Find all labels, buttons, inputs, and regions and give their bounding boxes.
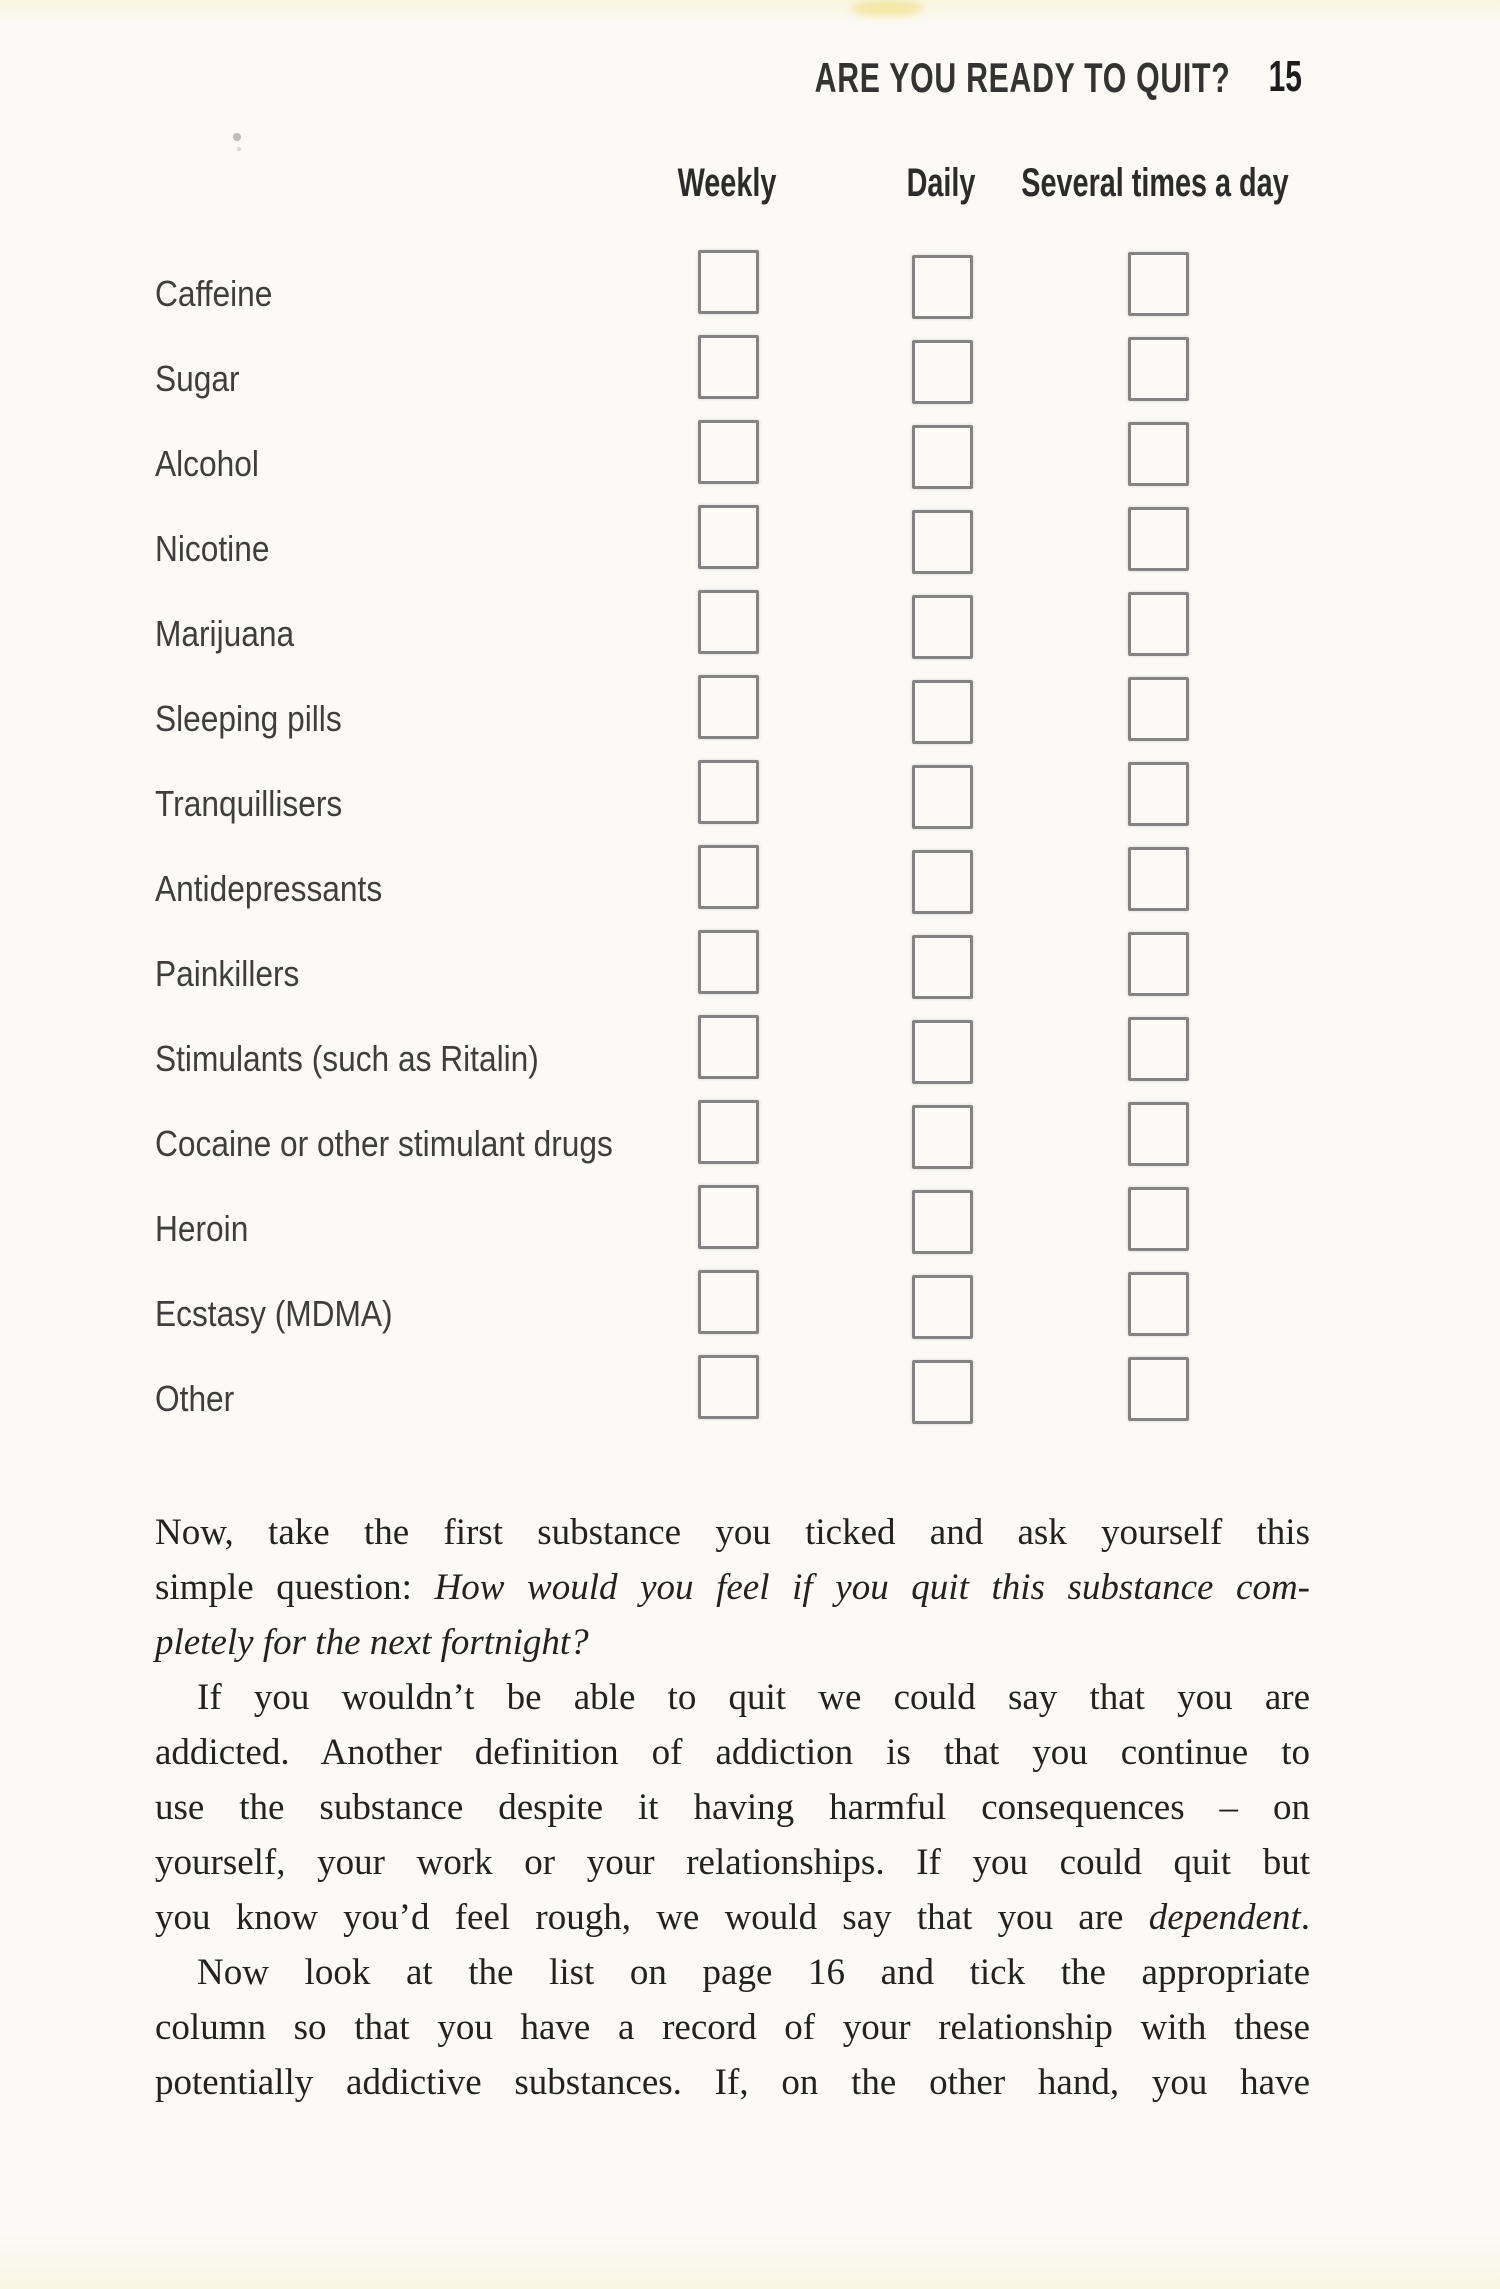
checkbox-caffeine-several[interactable] [1128,252,1189,316]
checkbox-tranquillisers-daily[interactable] [912,765,973,829]
column-header-weekly: Weekly [677,161,777,205]
checkbox-sleeping-pills-several[interactable] [1128,677,1189,741]
checkbox-sugar-weekly[interactable] [698,335,759,399]
text-run: potentially addictive substances. If, on the other hand, you have [155,2062,1310,2103]
checkbox-stimulants-weekly[interactable] [698,1015,759,1079]
substance-label-sleeping-pills: Sleeping pills [155,698,342,739]
body-line [155,1505,1310,1560]
text-run: If you wouldn’t be able to quit we could say that you are [197,1677,1310,1718]
body-line [155,1615,1310,1670]
substance-label-marijuana: Marijuana [155,613,295,654]
checkbox-painkillers-several[interactable] [1128,932,1189,996]
checkbox-caffeine-weekly[interactable] [698,250,759,314]
checkbox-antidepressants-daily[interactable] [912,850,973,914]
checkbox-cocaine-several[interactable] [1128,1102,1189,1166]
substance-label-tranquillisers: Tranquillisers [155,783,343,824]
checkbox-tranquillisers-weekly[interactable] [698,760,759,824]
scan-speck [233,133,241,141]
substance-label-caffeine: Caffeine [155,273,273,314]
substance-label-antidepressants: Antidepressants [155,868,383,909]
text-run: addicted. Another definition of addiction is that you continue to [155,1732,1310,1773]
body-line [155,1835,1310,1890]
checkbox-nicotine-weekly[interactable] [698,505,759,569]
substance-label-stimulants: Stimulants (such as Ritalin) [155,1038,539,1079]
text-run: Now, take the first substance you ticked and ask yourself this [155,1512,1310,1553]
substance-label-alcohol: Alcohol [155,443,259,484]
checkbox-other-weekly[interactable] [698,1355,759,1419]
checkbox-stimulants-several[interactable] [1128,1017,1189,1081]
checkbox-nicotine-daily[interactable] [912,510,973,574]
checkbox-marijuana-daily[interactable] [912,595,973,659]
checkbox-alcohol-weekly[interactable] [698,420,759,484]
body-line [155,1890,1310,1945]
body-line [155,2055,1310,2110]
substance-label-ecstasy: Ecstasy (MDMA) [155,1293,393,1334]
checkbox-sugar-daily[interactable] [912,340,973,404]
text-run: use the substance despite it having harmful consequences – on [155,1787,1310,1828]
checkbox-ecstasy-several[interactable] [1128,1272,1189,1336]
checkbox-other-several[interactable] [1128,1357,1189,1421]
checkbox-other-daily[interactable] [912,1360,973,1424]
text-run: yourself, your work or your relationships. If you could quit but [155,1842,1310,1883]
checkbox-antidepressants-weekly[interactable] [698,845,759,909]
body-text [155,1505,1310,2110]
scan-edge-tint [0,0,1500,26]
text-run-italic: pletely for the next fortnight? [155,1622,589,1663]
substance-label-other: Other [155,1378,235,1419]
substance-label-painkillers: Painkillers [155,953,300,994]
text-run: simple question: [155,1567,435,1608]
checkbox-alcohol-daily[interactable] [912,425,973,489]
substance-label-cocaine: Cocaine or other stimulant drugs [155,1123,613,1164]
text-run: column so that you have a record of your relationship with these [155,2007,1310,2048]
substance-label-heroin: Heroin [155,1208,249,1249]
checkbox-antidepressants-several[interactable] [1128,847,1189,911]
checkbox-sleeping-pills-daily[interactable] [912,680,973,744]
text-run: Now look at the list on page 16 and tick the appropriate [197,1952,1310,1993]
checkbox-caffeine-daily[interactable] [912,255,973,319]
checkbox-tranquillisers-several[interactable] [1128,762,1189,826]
checkbox-sugar-several[interactable] [1128,337,1189,401]
column-header-several-times-a-day: Several times a day [1021,161,1289,205]
body-line [155,1725,1310,1780]
body-line [155,1670,1310,1725]
checkbox-heroin-several[interactable] [1128,1187,1189,1251]
checkbox-nicotine-several[interactable] [1128,507,1189,571]
page-number: 15 [1268,52,1302,101]
checkbox-marijuana-weekly[interactable] [698,590,759,654]
body-line [155,1945,1310,2000]
text-run: . [1300,1897,1310,1938]
checkbox-sleeping-pills-weekly[interactable] [698,675,759,739]
scan-speck [237,147,241,151]
column-header-daily: Daily [906,161,976,205]
checkbox-ecstasy-weekly[interactable] [698,1270,759,1334]
checkbox-marijuana-several[interactable] [1128,592,1189,656]
checkbox-painkillers-daily[interactable] [912,935,973,999]
scan-stain [850,0,924,16]
checkbox-ecstasy-daily[interactable] [912,1275,973,1339]
running-head: ARE YOU READY TO QUIT? [814,54,1230,101]
substance-label-nicotine: Nicotine [155,528,270,569]
checkbox-cocaine-weekly[interactable] [698,1100,759,1164]
checkbox-heroin-daily[interactable] [912,1190,973,1254]
substance-label-sugar: Sugar [155,358,240,399]
checkbox-alcohol-several[interactable] [1128,422,1189,486]
checkbox-cocaine-daily[interactable] [912,1105,973,1169]
checkbox-heroin-weekly[interactable] [698,1185,759,1249]
scan-edge-tint-bottom [0,2229,1500,2289]
text-run-italic: How would you feel if you quit this substance com- [434,1567,1310,1608]
checkbox-painkillers-weekly[interactable] [698,930,759,994]
text-run: you know you’d feel rough, we would say that you are [155,1897,1149,1938]
text-run-italic: dependent [1148,1897,1301,1938]
body-line [155,2000,1310,2055]
checkbox-stimulants-daily[interactable] [912,1020,973,1084]
body-line [155,1780,1310,1835]
body-line [155,1560,1310,1615]
